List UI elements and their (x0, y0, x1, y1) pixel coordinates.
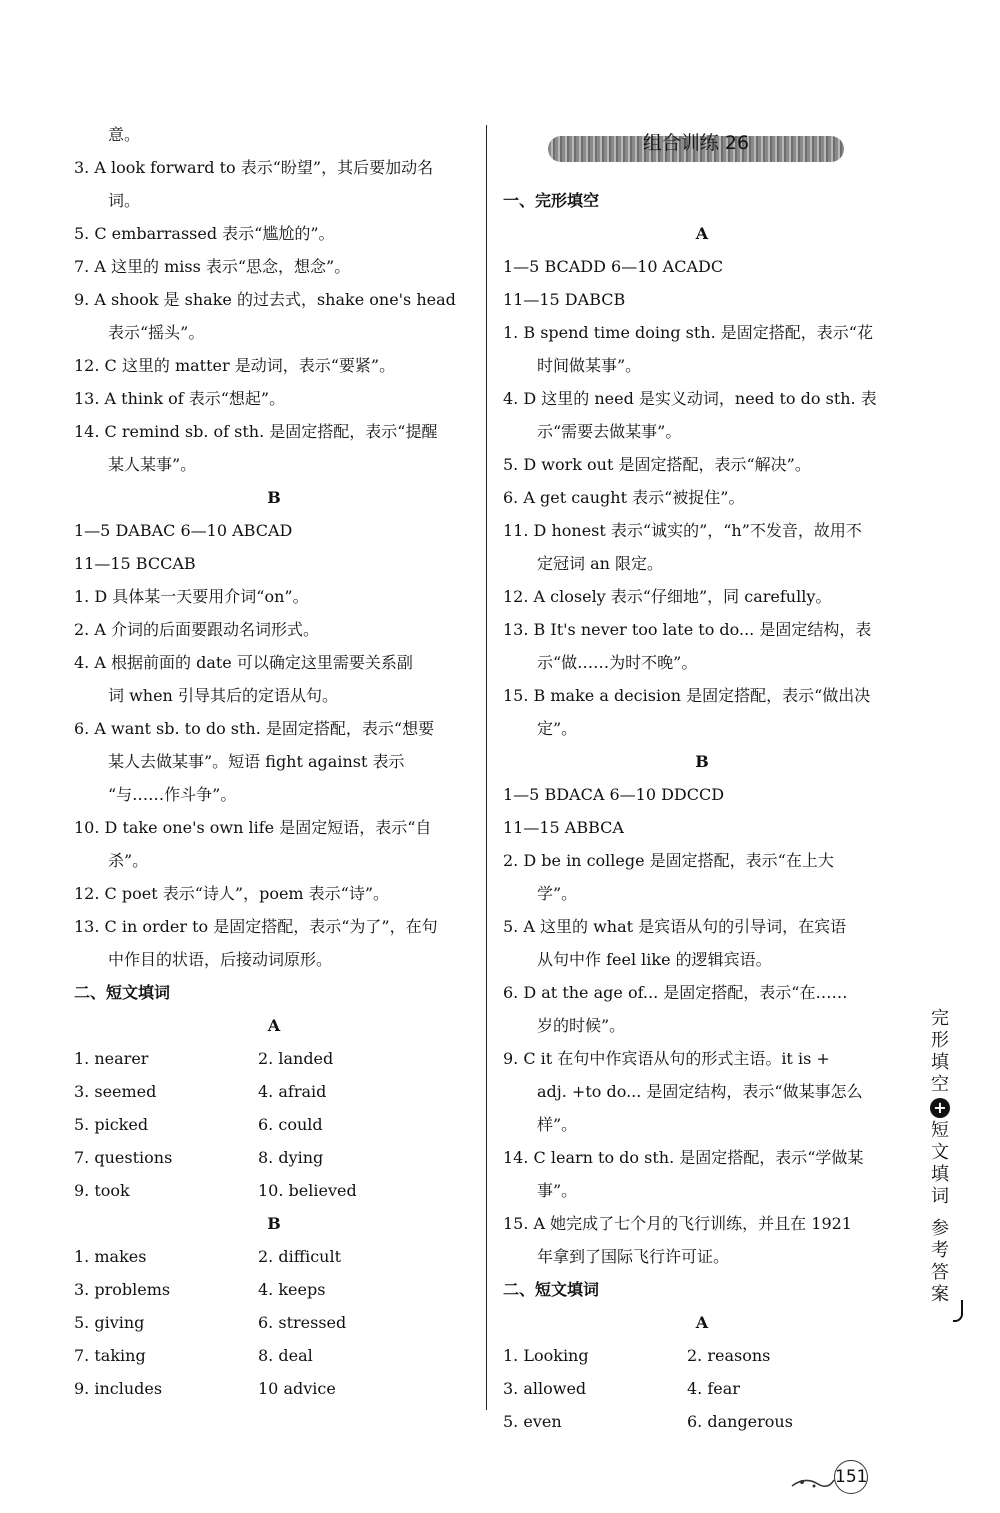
answer-item: 10 advice (258, 1379, 336, 1398)
answer-row (503, 1339, 901, 1372)
right-line: 9. C it 在句中作宾语从句的形式主语。it is + (503, 1049, 830, 1068)
answer-item: 4. afraid (258, 1082, 327, 1101)
answer-item: 9. took (74, 1181, 130, 1200)
answer-item: 6. dangerous (687, 1412, 793, 1431)
answer-row (74, 1141, 474, 1174)
left-line: 词 when 引导其后的定语从句。 (108, 686, 338, 705)
answer-row (74, 1339, 474, 1372)
right-line: 一、完形填空 (503, 191, 600, 210)
answer-item: 4. keeps (258, 1280, 326, 1299)
answer-item: 5. even (503, 1412, 562, 1431)
right-line: 二、短文填词 (503, 1280, 600, 1299)
left-line: B (267, 488, 281, 507)
section-b-label: B (267, 1214, 281, 1233)
answer-item: 3. seemed (74, 1082, 157, 1101)
answer-row (503, 1372, 901, 1405)
left-line: 9. A shook 是 shake 的过去式，shake one's head (74, 290, 456, 309)
right-line: 岁的时候”。 (537, 1016, 626, 1035)
answer-item: 1. Looking (503, 1346, 589, 1365)
right-line: 5. A 这里的 what 是宾语从句的引导词，在宾语 (503, 917, 847, 936)
answer-row (503, 1405, 901, 1438)
answer-item: 2. landed (258, 1049, 334, 1068)
right-line: 示“需要去做某事”。 (537, 422, 682, 441)
left-line: 二、短文填词 (74, 983, 171, 1002)
bracket-decoration (953, 1300, 963, 1322)
answer-item: 8. dying (258, 1148, 324, 1167)
left-line: 10. D take one's own life 是固定短语，表示“自 (74, 818, 432, 837)
right-line: 14. C learn to do sth. 是固定搭配，表示“学做某 (503, 1148, 864, 1167)
left-column (74, 118, 474, 1405)
right-line: A (695, 1313, 709, 1332)
left-line: “与……作斗争”。 (108, 785, 237, 804)
right-line: 时间做某事”。 (537, 356, 642, 375)
right-line: 定”。 (537, 719, 578, 738)
right-line: 年拿到了国际飞行许可证。 (537, 1247, 730, 1266)
right-line: 12. A closely 表示“仔细地”，同 carefully。 (503, 587, 832, 606)
right-line: 1—5 BCADD 6—10 ACADC (503, 257, 724, 276)
left-line: 2. A 介词的后面要跟动名词形式。 (74, 620, 319, 639)
answer-item: 3. allowed (503, 1379, 587, 1398)
answer-row (74, 1273, 474, 1306)
answer-item: 4. fear (687, 1379, 740, 1398)
left-line: 13. C in order to 是固定搭配，表示“为了”，在句 (74, 917, 438, 936)
left-line: 4. A 根据前面的 date 可以确定这里需要关系副 (74, 653, 413, 672)
right-line: adj. +to do... 是固定结构，表示“做某事怎么 (537, 1082, 863, 1101)
right-line: 1. B spend time doing sth. 是固定搭配，表示“花 (503, 323, 873, 342)
answer-item: 8. deal (258, 1346, 313, 1365)
left-line: 6. A want sb. to do sth. 是固定搭配，表示“想要 (74, 719, 435, 738)
page-number: 151 (834, 1460, 868, 1494)
right-line: 定冠词 an 限定。 (537, 554, 664, 573)
left-line: A (267, 1016, 281, 1035)
right-line: A (695, 224, 709, 243)
left-line: 1. D 具体某一天要用介词“on”。 (74, 587, 309, 606)
left-line: 意。 (108, 125, 141, 144)
answer-row (74, 1108, 474, 1141)
left-line: 5. C embarrassed 表示“尴尬的”。 (74, 224, 335, 243)
right-line: 6. A get caught 表示“被捉住”。 (503, 488, 745, 507)
right-line: 示“做……为时不晚”。 (537, 653, 698, 672)
answer-item: 5. picked (74, 1115, 149, 1134)
right-line: 13. B It's never too late to do... 是固定结构，表 (503, 620, 872, 639)
right-line: 1—5 BDACA 6—10 DDCCD (503, 785, 725, 804)
answer-item: 10. believed (258, 1181, 357, 1200)
right-line: B (695, 752, 709, 771)
left-line: 14. C remind sb. of sth. 是固定搭配，表示“提醒 (74, 422, 438, 441)
answer-row (74, 1042, 474, 1075)
answer-row (74, 1075, 474, 1108)
plus-icon: + (930, 1098, 950, 1118)
answer-item: 6. stressed (258, 1313, 347, 1332)
side-tab (928, 1008, 952, 1306)
left-line: 表示“摇头”。 (108, 323, 205, 342)
left-line: 1—5 DABAC 6—10 ABCAD (74, 521, 293, 540)
right-line: 15. B make a decision 是固定搭配，表示“做出决 (503, 686, 871, 705)
column-divider (486, 125, 487, 1410)
right-line: 学”。 (537, 884, 578, 903)
answer-item: 7. questions (74, 1148, 173, 1167)
answer-item: 3. problems (74, 1280, 171, 1299)
right-line: 11—15 DABCB (503, 290, 626, 309)
answer-row (74, 1306, 474, 1339)
left-line: 中作目的状语，后接动词原形。 (108, 950, 333, 969)
answer-row (74, 1240, 474, 1273)
right-line: 从句中作 feel like 的逻辑宾语。 (537, 950, 772, 969)
answer-row (74, 1174, 474, 1207)
right-line: 2. D be in college 是固定搭配，表示“在上大 (503, 851, 834, 870)
left-line: 12. C 这里的 matter 是动词，表示“要紧”。 (74, 356, 396, 375)
right-line: 6. D at the age of... 是固定搭配，表示“在…… (503, 983, 848, 1002)
left-line: 7. A 这里的 miss 表示“思念，想念”。 (74, 257, 351, 276)
right-line: 4. D 这里的 need 是实义动词，need to do sth. 表 (503, 389, 877, 408)
side-tab-bottom: 短文填词 (931, 1120, 949, 1207)
answer-item: 7. taking (74, 1346, 146, 1365)
left-line: 11—15 BCCAB (74, 554, 196, 573)
answer-item: 6. could (258, 1115, 323, 1134)
answer-item: 5. giving (74, 1313, 145, 1332)
side-tab-top: 完形填空 (931, 1008, 949, 1095)
left-line: 3. A look forward to 表示“盼望”，其后要加动名 (74, 158, 434, 177)
right-line: 事”。 (537, 1181, 578, 1200)
right-line: 样”。 (537, 1115, 578, 1134)
right-line: 11—15 ABBCA (503, 818, 624, 837)
right-line: 15. A 她完成了七个月的飞行训练，并且在 1921 (503, 1214, 852, 1233)
left-line: 某人去做某事”。短语 fight against 表示 (108, 752, 405, 771)
left-line: 杀”。 (108, 851, 149, 870)
side-tab-extra: 参考答案 (931, 1218, 949, 1305)
right-line: 5. D work out 是固定搭配，表示“解决”。 (503, 455, 811, 474)
answer-item: 1. makes (74, 1247, 147, 1266)
left-line: 词。 (108, 191, 141, 210)
left-line: 12. C poet 表示“诗人”，poem 表示“诗”。 (74, 884, 390, 903)
right-column (503, 184, 901, 1438)
section-title: 组合训练 26 (642, 132, 750, 154)
answer-row (74, 1372, 474, 1405)
right-line: 11. D honest 表示“诚实的”，“h”不发音，故用不 (503, 521, 862, 540)
left-line: 某人某事”。 (108, 455, 197, 474)
answer-item: 2. reasons (687, 1346, 771, 1365)
answer-item: 2. difficult (258, 1247, 342, 1266)
answer-item: 9. includes (74, 1379, 163, 1398)
left-line: 13. A think of 表示“想起”。 (74, 389, 286, 408)
answer-item: 1. nearer (74, 1049, 149, 1068)
